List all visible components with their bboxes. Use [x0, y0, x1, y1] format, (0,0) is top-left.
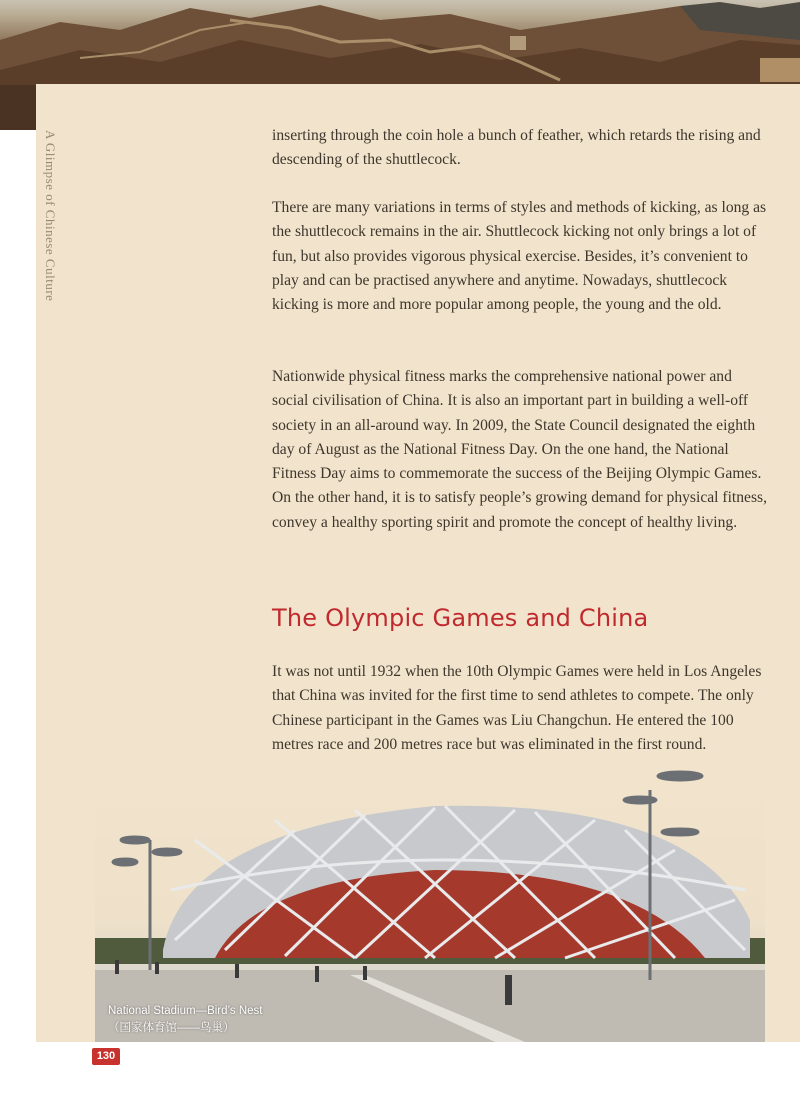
paragraph-1: inserting through the coin hole a bunch of feather, which retards the rising and descending of the shuttlecock. — [272, 127, 761, 169]
paragraph-3: Nationwide physical fitness marks the comprehensive national power and social civilisation of China. It is also an important part in building a well-off society in an all-around way. In 2009, the State Council designated the eighth day of August as the National Fitness Day. On the one hand, the National Fitness Day aims to commemorate the success of the Beijing Olympic Games. On the other hand, it is to satisfy people’s growing demand for physical fitness, convey a healthy sporting spirit and promote the concept of healthy living. — [272, 368, 768, 531]
birds-nest-illustration — [95, 770, 765, 1042]
photo-caption — [108, 1003, 328, 1037]
paragraph-2: There are many variations in terms of styles and methods of kicking, as long as the shuttlecock remains in the air. Shuttlecock kicking not only brings a lot of fun, but also provides vigorous physical exercise. Besides, it’s convenient to play and can be practised anywhere and anytime. Nowadays, shuttlecock kicking is more and more popular among people, the young and the old. — [272, 199, 767, 314]
page-number-badge: 130 — [92, 1048, 120, 1065]
section-heading: The Olympic Games and China — [272, 604, 649, 632]
paragraph-4: It was not until 1932 when the 10th Olympic Games were held in Los Angeles that China was invited for the first time to send athletes to compete. The only Chinese participant in the Games was Liu Changchun. He entered the 100 metres race and 200 metres race but was eliminated in the first round. — [272, 663, 762, 753]
running-title: A Glimpse of Chinese Culture — [43, 130, 58, 302]
caption-english: National Stadium—Bird’s Nest — [108, 1005, 263, 1017]
caption-chinese: （国家体育馆——鸟巢） — [108, 1022, 235, 1034]
stadium-photo — [95, 770, 765, 1042]
